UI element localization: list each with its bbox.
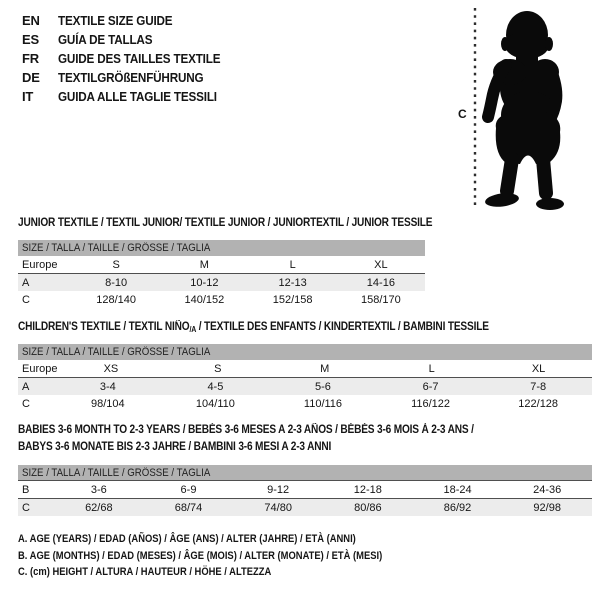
table-cell: 158/170 bbox=[360, 293, 401, 306]
babies-table-title-line1: BABIES 3-6 MONTH TO 2-3 YEARS / BEBÉS 3-6 MESES A 2-3 AÑOS / BÉBÉS 3-6 MOIS À 2-3 ANS / bbox=[18, 424, 474, 436]
table-cell: 3-6 bbox=[90, 483, 107, 496]
language-title: GUIDE DES TAILLES TEXTILE bbox=[58, 51, 221, 66]
table-cell: 7-8 bbox=[530, 380, 547, 393]
table-cell: 12-18 bbox=[353, 483, 382, 496]
legend-line-c: C. (cm) HEIGHT / ALTURA / HAUTEUR / HÖHE / ALTEZZA bbox=[18, 566, 272, 578]
language-code: ES bbox=[22, 32, 39, 47]
baby-height-figure bbox=[450, 2, 600, 214]
size-header-text: SIZE / TALLA / TAILLE / GRÖSSE / TAGLIA bbox=[22, 346, 211, 358]
table-cell: 116/122 bbox=[411, 397, 451, 410]
baby-silhouette-icon bbox=[450, 2, 600, 214]
table-cell: 6-9 bbox=[180, 483, 197, 496]
language-row bbox=[22, 11, 238, 30]
legend-line-a: A. AGE (YEARS) / EDAD (AÑOS) / ÂGE (ANS) / ALTER (JAHRE) / ETÀ (ANNI) bbox=[18, 533, 356, 545]
language-code: FR bbox=[22, 51, 39, 66]
language-title: GUÍA DE TALLAS bbox=[58, 32, 153, 47]
size-column-header: XL bbox=[374, 258, 388, 271]
language-code: DE bbox=[22, 70, 40, 85]
table-row-height bbox=[18, 395, 592, 412]
size-header-band bbox=[18, 240, 425, 256]
language-code: IT bbox=[22, 89, 34, 104]
table-cell: 18-24 bbox=[443, 483, 472, 496]
table-cell: 4-5 bbox=[207, 380, 224, 393]
babies-size-table bbox=[18, 465, 592, 516]
measurement-legend bbox=[18, 533, 437, 583]
table-cell: 6-7 bbox=[422, 380, 439, 393]
language-row bbox=[22, 30, 238, 49]
table-row-age-months bbox=[18, 481, 592, 498]
height-label: C bbox=[458, 107, 467, 121]
region-label: Europe bbox=[22, 258, 58, 271]
size-column-header: S bbox=[112, 258, 120, 271]
table-header-row bbox=[18, 360, 592, 377]
table-row-age bbox=[18, 377, 592, 395]
table-row-height bbox=[18, 291, 425, 308]
language-row bbox=[22, 68, 238, 87]
table-cell: 140/152 bbox=[184, 293, 225, 306]
table-cell: 92/98 bbox=[533, 501, 561, 514]
legend-line-b: B. AGE (MONTHS) / EDAD (MESES) / ÂGE (MOIS) / ALTER (MONATE) / ETÀ (MESI) bbox=[18, 549, 383, 562]
size-column-header: XL bbox=[531, 362, 546, 375]
table-cell: 104/110 bbox=[195, 397, 235, 410]
language-row bbox=[22, 49, 238, 68]
table-cell: 8-10 bbox=[105, 276, 128, 289]
language-code: EN bbox=[22, 13, 40, 28]
language-title: TEXTILE SIZE GUIDE bbox=[58, 13, 173, 28]
row-label: C bbox=[22, 293, 30, 306]
table-cell: 128/140 bbox=[96, 293, 136, 306]
table-cell: 152/158 bbox=[272, 293, 313, 306]
table-cell: 10-12 bbox=[190, 276, 219, 289]
row-label: C bbox=[22, 397, 30, 410]
table-cell: 80/86 bbox=[354, 501, 382, 514]
baby-silhouette-shape bbox=[484, 11, 564, 210]
table-cell: 14-16 bbox=[366, 276, 395, 289]
size-column-header: M bbox=[320, 362, 330, 375]
gender-subscript: /A bbox=[189, 325, 197, 334]
table-header-row bbox=[18, 256, 425, 273]
language-title: GUIDA ALLE TAGLIE TESSILI bbox=[58, 89, 217, 104]
size-column-header: L bbox=[428, 362, 435, 375]
size-header-band bbox=[18, 344, 592, 360]
region-label: Europe bbox=[22, 362, 58, 375]
size-header-text: SIZE / TALLA / TAILLE / GRÖSSE / TAGLIA bbox=[22, 466, 211, 479]
table-cell: 3-4 bbox=[99, 380, 116, 393]
language-title: TEXTILGRÖßENFÜHRUNG bbox=[58, 70, 204, 85]
size-column-header: XS bbox=[103, 362, 119, 375]
table-cell: 74/80 bbox=[264, 501, 292, 514]
row-label: A bbox=[22, 380, 30, 393]
language-row bbox=[22, 87, 238, 106]
row-label: B bbox=[22, 483, 30, 496]
size-column-header: M bbox=[199, 258, 209, 271]
table-row-height bbox=[18, 498, 592, 516]
size-header-text: SIZE / TALLA / TAILLE / GRÖSSE / TAGLIA bbox=[22, 242, 211, 254]
table-cell: 86/92 bbox=[443, 501, 472, 514]
table-cell: 110/116 bbox=[303, 397, 343, 410]
size-header-band bbox=[18, 465, 592, 481]
babies-table-title-line2: BABYS 3-6 MONATE BIS 2-3 JAHRE / BAMBINI 3-6 MESI A 2-3 ANNI bbox=[18, 441, 332, 453]
junior-size-table bbox=[18, 240, 425, 308]
language-title-list bbox=[22, 11, 238, 106]
row-label: C bbox=[22, 501, 30, 514]
table-cell: 9-12 bbox=[267, 483, 290, 496]
junior-table-title: JUNIOR TEXTILE / TEXTIL JUNIOR/ TEXTILE JUNIOR / JUNIORTEXTIL / JUNIOR TESSILE bbox=[18, 217, 433, 229]
table-cell: 68/74 bbox=[174, 501, 203, 514]
table-cell: 5-6 bbox=[315, 380, 331, 393]
row-label: A bbox=[22, 276, 30, 289]
children-table-title bbox=[18, 321, 553, 334]
table-cell: 24-36 bbox=[533, 483, 562, 496]
table-cell: 12-13 bbox=[278, 276, 307, 289]
table-cell: 62/68 bbox=[85, 501, 113, 514]
table-cell: 122/128 bbox=[518, 397, 559, 410]
size-column-header: L bbox=[289, 258, 296, 271]
table-cell: 98/104 bbox=[90, 397, 125, 410]
children-size-table bbox=[18, 344, 592, 412]
children-title-text: CHILDREN'S TEXTILE / TEXTIL $NIÑO_{/A}$ / TEXTILE DES ENFANTS / KINDERTEXTIL / BAMBINI TESSILE bbox=[18, 321, 489, 334]
size-column-header: S bbox=[214, 362, 222, 375]
table-row-age bbox=[18, 273, 425, 291]
